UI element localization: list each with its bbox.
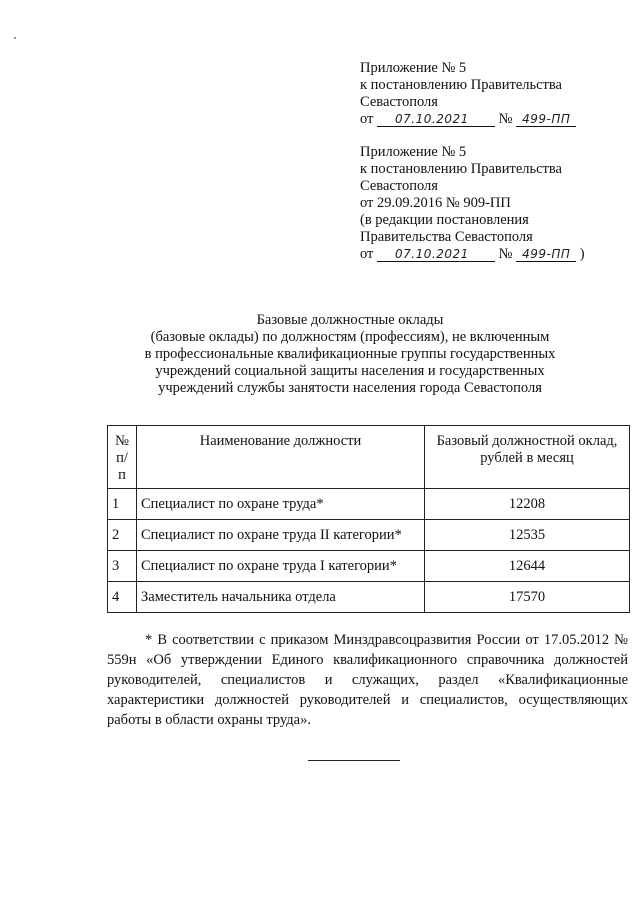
title-line: Базовые должностные оклады xyxy=(256,312,444,328)
number-label: № xyxy=(498,246,513,262)
row-position-name: Специалист по охране труда* xyxy=(137,489,425,520)
row-number: 4 xyxy=(108,582,137,613)
appendix-title: Приложение № 5 xyxy=(360,60,467,76)
table-row xyxy=(108,520,630,551)
handwritten-number: 499-ПП xyxy=(516,247,576,262)
closing-parenthesis: ) xyxy=(579,246,585,262)
table-row xyxy=(108,489,630,520)
table-row xyxy=(108,582,630,613)
row-number: 3 xyxy=(108,551,137,582)
footnote-text: * В соответствии с приказом Минздравсоцразвития России от 17.05.2012 № 559н «Об утверждении Единого квалификационного справочника должностей руководителей, специалистов и служащих, раздел «Квалификационные характеристики должностей руководителей и специалистов, осуществляющих работы в области охраны труда». xyxy=(107,632,628,728)
from-label: от xyxy=(360,111,374,127)
row-number: 2 xyxy=(108,520,137,551)
table-header-row xyxy=(108,426,630,489)
appendix-original-date: от 29.09.2016 № 909-ПП xyxy=(360,195,511,211)
from-label: от xyxy=(360,246,374,262)
appendix-decree-ref: к постановлению Правительства xyxy=(360,161,562,177)
appendix-date-line xyxy=(360,111,620,128)
number-label: № xyxy=(498,111,513,127)
appendix-title: Приложение № 5 xyxy=(360,144,467,160)
footnote xyxy=(107,630,628,730)
appendix-header-first xyxy=(360,60,620,128)
handwritten-date: 07.10.2021 xyxy=(377,247,495,262)
row-position-name: Специалист по охране труда I категории* xyxy=(137,551,425,582)
appendix-revision-authority: Правительства Севастополя xyxy=(360,229,533,245)
handwritten-number: 499-ПП xyxy=(516,112,576,127)
appendix-decree-ref: к постановлению Правительства xyxy=(360,77,562,93)
row-salary: 17570 xyxy=(425,582,630,613)
header-base-salary: Базовый должностной оклад, рублей в месяц xyxy=(425,426,630,489)
appendix-city: Севастополя xyxy=(360,94,438,110)
appendix-revision-note: (в редакции постановления xyxy=(360,212,529,228)
row-position-name: Специалист по охране труда II категории* xyxy=(137,520,425,551)
title-line: учреждений службы занятости населения города Севастополя xyxy=(158,380,542,396)
row-salary: 12644 xyxy=(425,551,630,582)
appendix-city: Севастополя xyxy=(360,178,438,194)
closing-rule xyxy=(308,760,400,761)
row-position-name: Заместитель начальника отдела xyxy=(137,582,425,613)
salary-table xyxy=(107,425,630,613)
title-line: учреждений социальной защиты населения и государственных xyxy=(155,363,545,379)
row-number: 1 xyxy=(108,489,137,520)
title-line: (базовые оклады) по должностям (профессиям), не включенным xyxy=(150,329,550,345)
row-salary: 12208 xyxy=(425,489,630,520)
header-position-name: Наименование должности xyxy=(137,426,425,489)
handwritten-date: 07.10.2021 xyxy=(377,112,495,127)
row-salary: 12535 xyxy=(425,520,630,551)
table-row xyxy=(108,551,630,582)
header-number: № п/ п xyxy=(108,426,137,489)
title-line: в профессиональные квалификационные группы государственных xyxy=(144,346,556,362)
appendix-header-second xyxy=(360,144,620,263)
appendix-date-line xyxy=(360,246,620,263)
document-title xyxy=(110,312,590,397)
scan-speck xyxy=(14,37,16,39)
